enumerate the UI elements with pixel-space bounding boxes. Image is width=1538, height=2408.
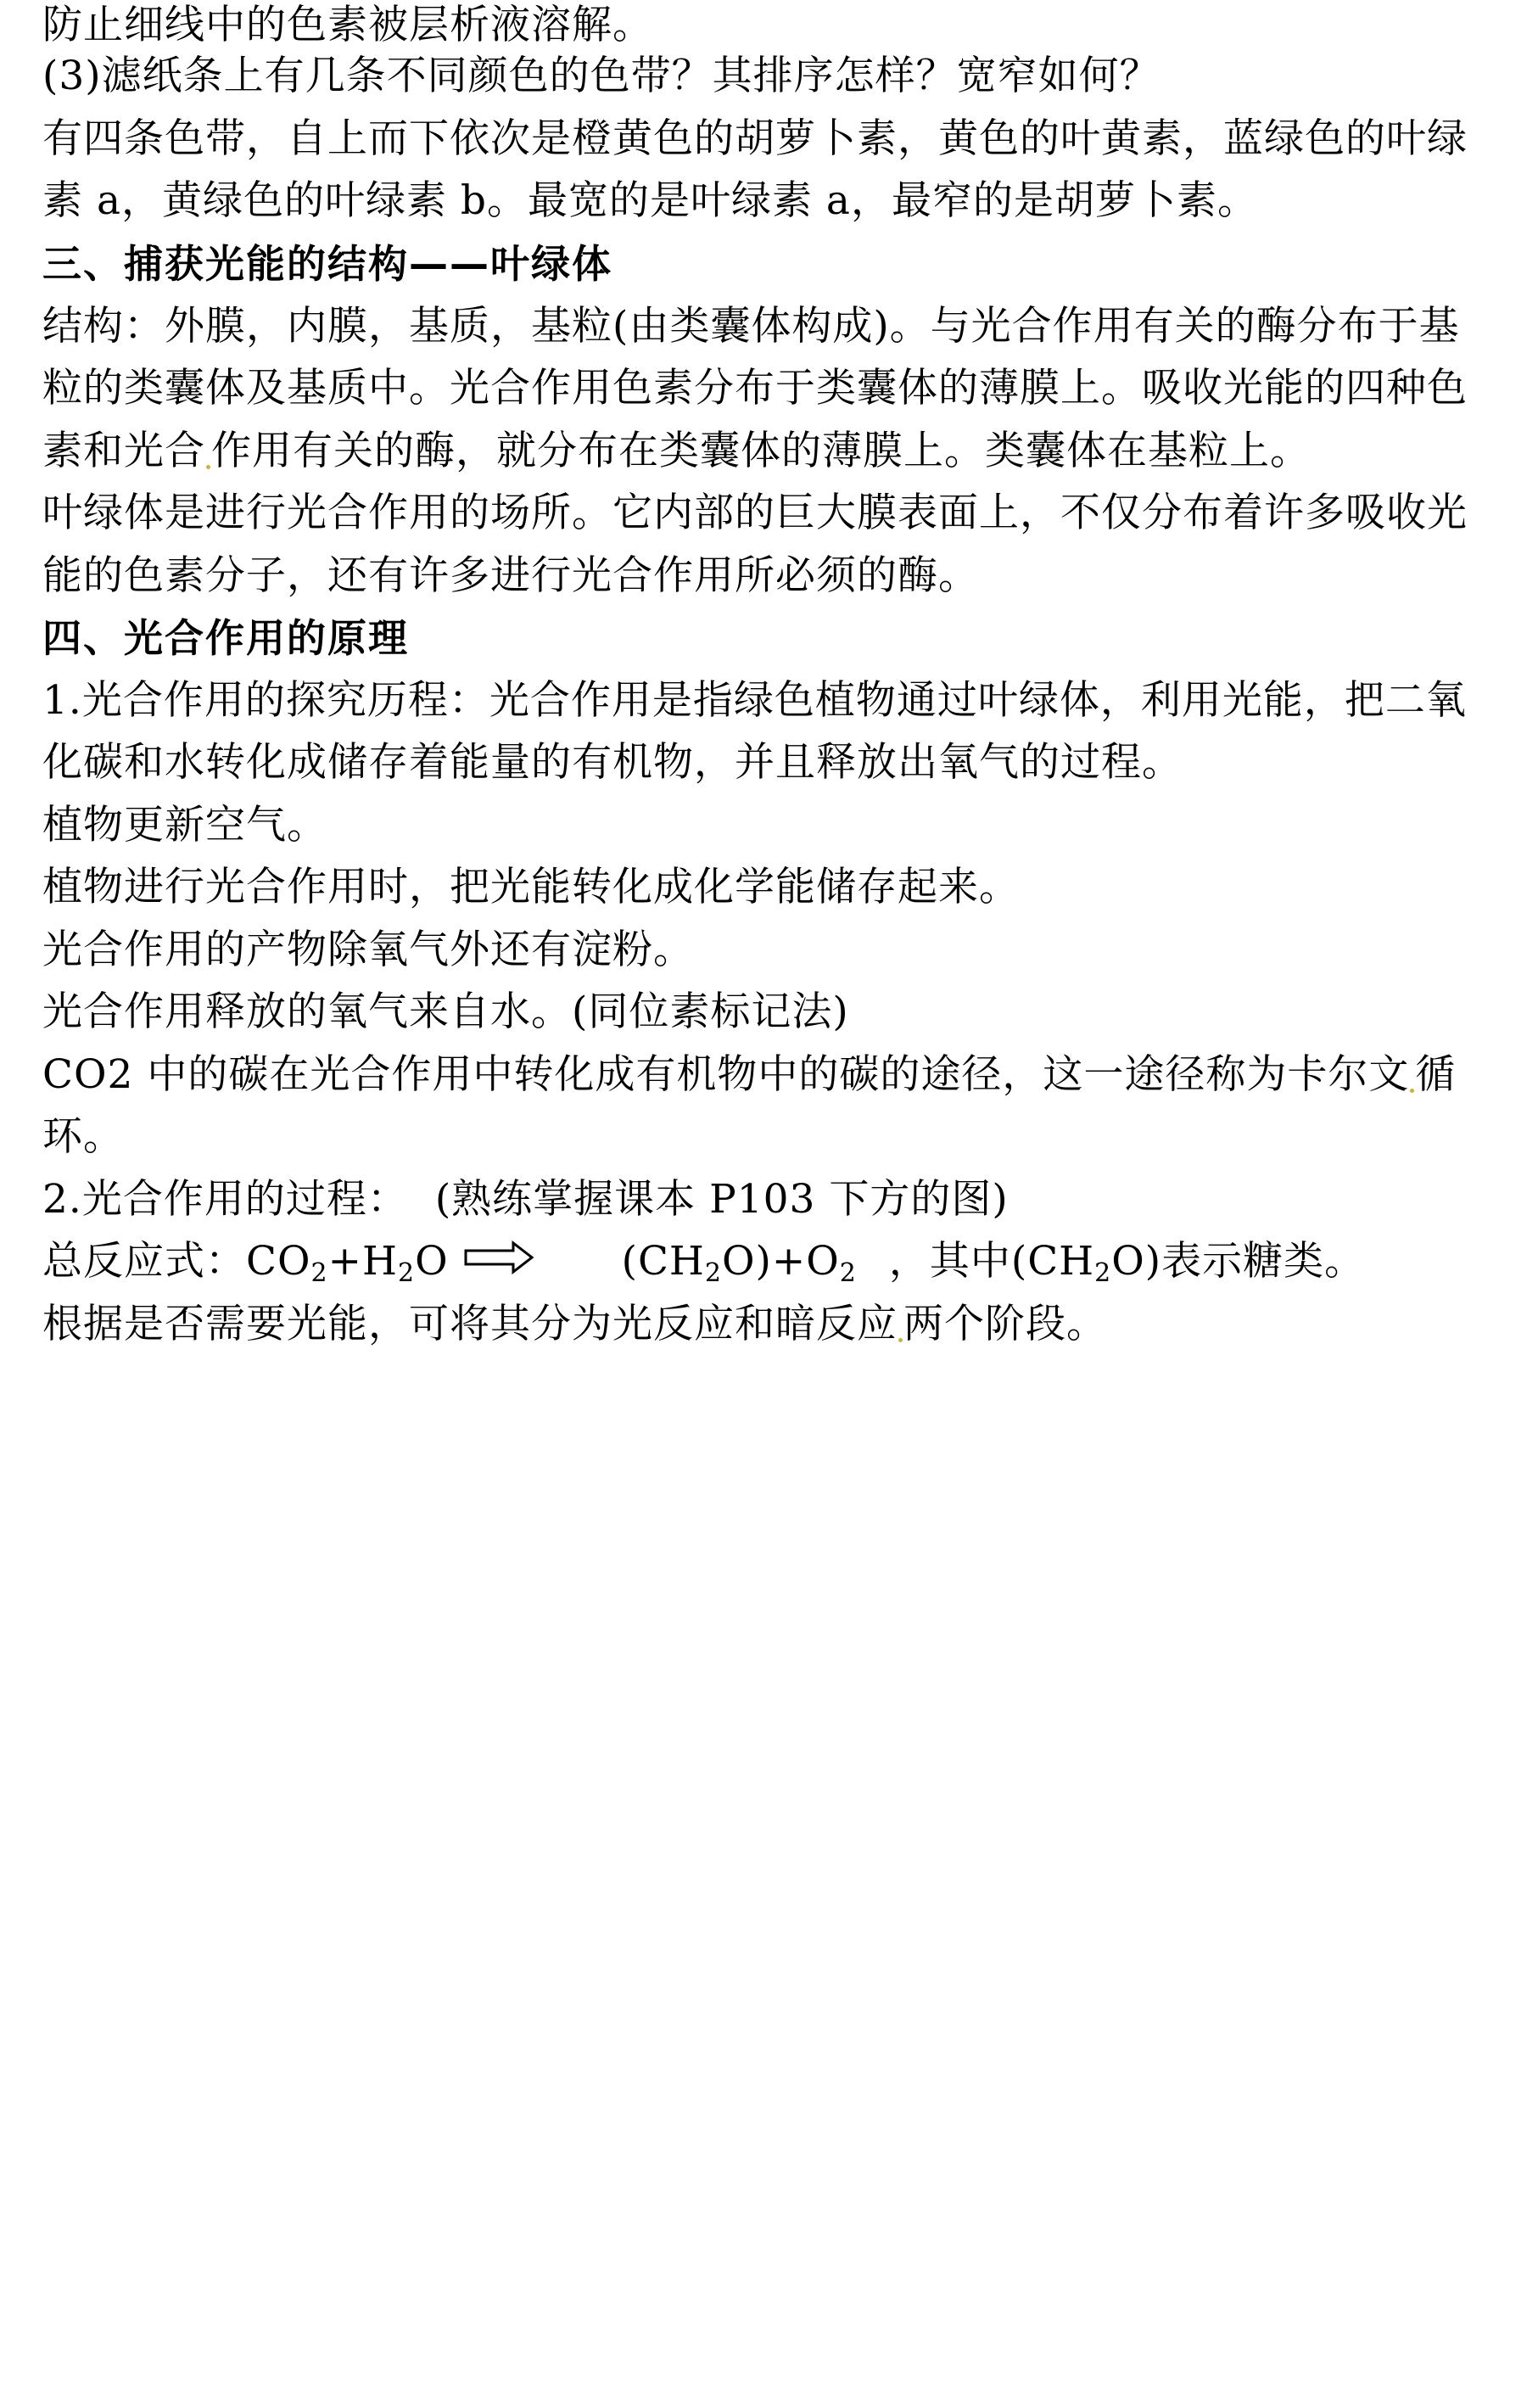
subscript: 2 [839, 1258, 857, 1288]
fact-starch: 光合作用的产物除氧气外还有淀粉。 [42, 927, 694, 973]
chloroplast-line-2: 能的色素分子，还有许多进行光合作用所必须的酶。 [42, 552, 979, 599]
equation-note-a: ，其中(CH [888, 1238, 1095, 1285]
equation-o: O [415, 1238, 449, 1285]
double-arrow-icon [464, 1240, 534, 1274]
mark-dot [206, 465, 210, 469]
fact-oxygen: 光合作用释放的氧气来自水。(同位素标记法) [42, 988, 849, 1035]
process-heading [42, 1174, 1009, 1225]
section-heading-4: 四、光合作用的原理 [42, 615, 409, 661]
chloroplast-line-1: 叶绿体是进行光合作用的场所。它内部的巨大膜表面上，不仅分布着许多吸收光 [42, 490, 1468, 536]
subscript: 2 [397, 1258, 416, 1288]
process-label: 2.光合作用的过程： [42, 1176, 408, 1223]
stages-line-part-a: 根据是否需要光能，可将其分为光反应和暗反应 [42, 1301, 898, 1347]
answer-line-1: 有四条色带，自上而下依次是橙黄色的胡萝卜素，黄色的叶黄素，蓝绿色的叶绿 [42, 115, 1468, 162]
stages-line [42, 1299, 1107, 1350]
fact-energy: 植物进行光合作用时，把光能转化成化学能储存起来。 [42, 864, 1020, 910]
equation-product-open: (CH [621, 1238, 705, 1285]
structure-line-1: 结构：外膜，内膜，基质，基粒(由类囊体构成)。与光合作用有关的酶分布于基 [42, 303, 1460, 350]
overall-equation [42, 1236, 1365, 1299]
mark-dot [1410, 1089, 1414, 1093]
history-line-1: 1.光合作用的探究历程：光合作用是指绿色植物通过叶绿体，利用光能，把二氧 [42, 677, 1467, 724]
calvin-line-1-part-b: 循 [1415, 1051, 1457, 1098]
equation-note-b: O)表示糖类。 [1111, 1238, 1366, 1285]
subscript: 2 [1094, 1258, 1112, 1288]
calvin-line-1 [42, 1050, 1456, 1100]
text-line-1: 防止细线中的色素被层析液溶解。 [42, 2, 653, 48]
calvin-line-1-part-a: CO2 中的碳在光合作用中转化成有机物中的碳的途径，这一途径称为卡尔文 [42, 1051, 1410, 1098]
equation-product-close: O)+O [722, 1238, 840, 1285]
process-note: (熟练掌握课本 P103 下方的图) [434, 1176, 1009, 1223]
structure-line-3 [42, 426, 1311, 477]
history-line-2: 化碳和水转化成储存着能量的有机物，并且释放出氧气的过程。 [42, 739, 1183, 786]
section-heading-3: 三、捕获光能的结构——叶绿体 [42, 241, 612, 287]
structure-line-3-part-b: 作用有关的酶，就分布在类囊体的薄膜上。类囊体在基粒上。 [211, 428, 1311, 474]
mark-dot [898, 1338, 903, 1342]
subscript: 2 [310, 1258, 328, 1288]
equation-prefix: 总反应式：CO [42, 1238, 311, 1285]
structure-line-3-part-a: 素和光合 [42, 428, 205, 474]
subscript: 2 [704, 1258, 722, 1288]
structure-line-2: 粒的类囊体及基质中。光合作用色素分布于类囊体的薄膜上。吸收光能的四种色 [42, 365, 1468, 412]
equation-plus-h: +H [327, 1238, 398, 1285]
fact-air: 植物更新空气。 [42, 802, 327, 848]
calvin-line-2: 环。 [42, 1113, 124, 1160]
stages-line-part-b: 两个阶段。 [903, 1301, 1107, 1347]
question-3: (3)滤纸条上有几条不同颜色的色带？其排序怎样？宽窄如何？ [42, 53, 1160, 99]
answer-line-2: 素 a，黄绿色的叶绿素 b。最宽的是叶绿素 a，最窄的是胡萝卜素。 [42, 177, 1258, 224]
